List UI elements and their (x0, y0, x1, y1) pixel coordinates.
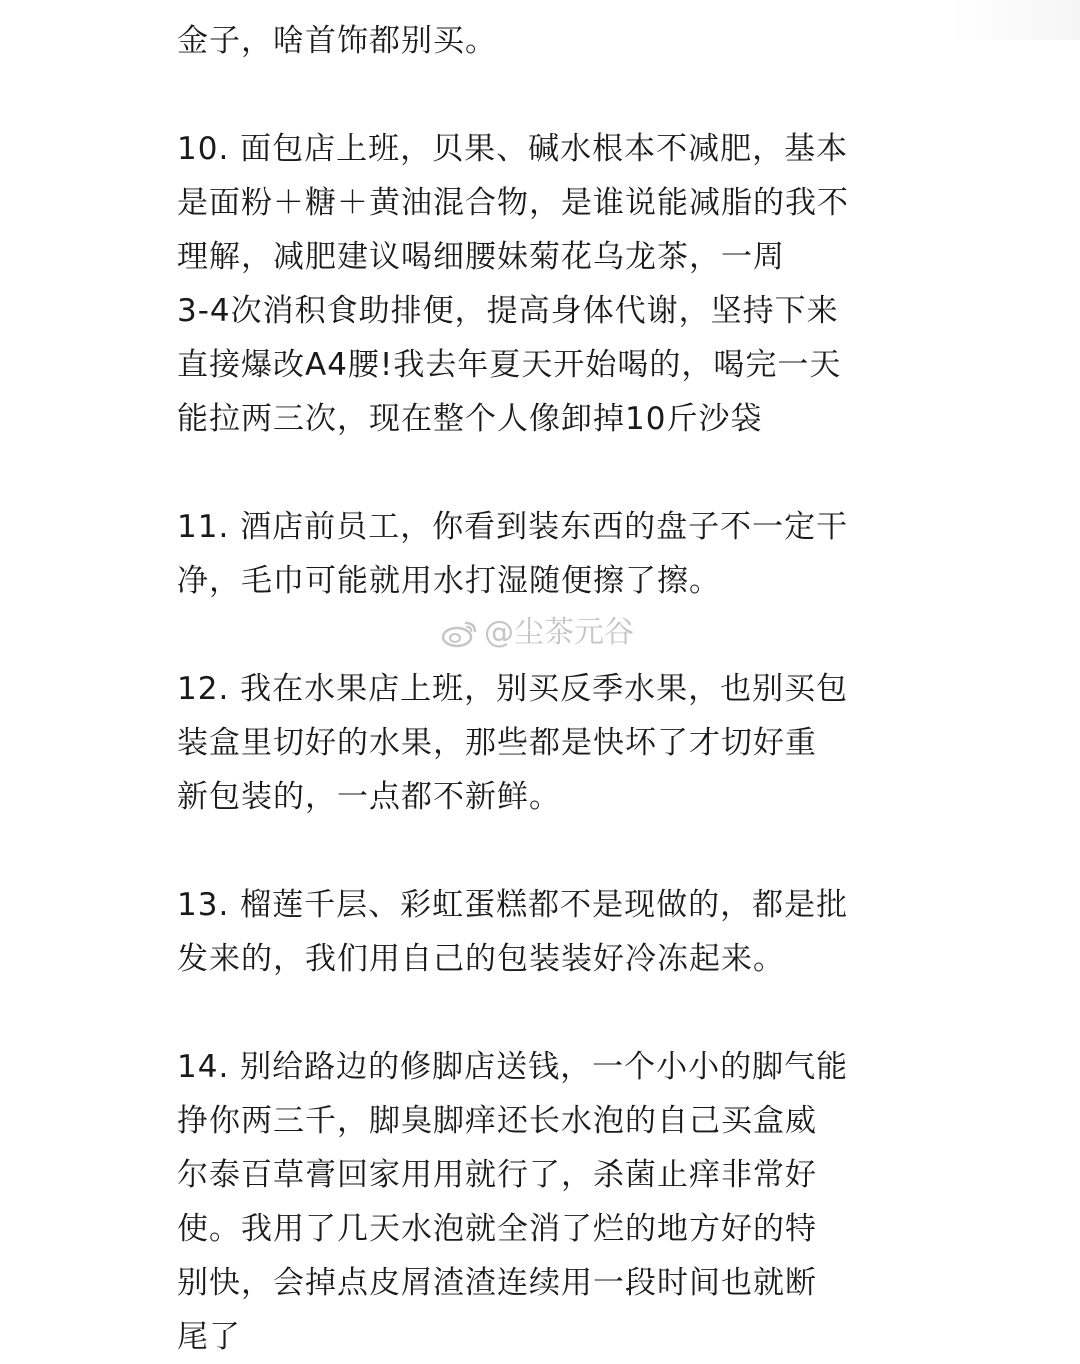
article-body (177, 14, 917, 1364)
paragraph-item-12: 12. 我在水果店上班，别买反季水果，也别买包 装盒里切好的水果，那些都是快坏了才切好重 新包装的，一点都不新鲜。 (177, 671, 849, 815)
watermark-text: @尘茶元谷 (484, 615, 634, 650)
paragraph-item-14: 14. 别给路边的修脚店送钱，一个小小的脚气能 挣你两三千，脚臭脚痒还长水泡的自己买盒威 尔泰百草膏回家用用就行了，杀菌止痒非常好 使。我用了几天水泡就全消了烂的地方好的特 别快，会掉点皮屑渣渣连续用一段时间也就断 尾了 (177, 1049, 849, 1355)
paragraph-intro-tail: 金子，啥首饰都别买。 (177, 23, 497, 59)
paragraph-item-10: 10. 面包店上班，贝果、碱水根本不减肥，基本 是面粉＋糖＋黄油混合物，是谁说能减脂的我不 理解，减肥建议喝细腰妹菊花乌龙茶，一周 3-4次消积食助排便，提高身体代谢，坚持下来 直接爆改A4腰!我去年夏天开始喝的，喝完一天 能拉两三次，现在整个人像卸掉10斤沙袋 (177, 131, 849, 437)
paragraph-item-13: 13. 榴莲千层、彩虹蛋糕都不是现做的，都是批 发来的，我们用自己的包装装好冷冻起来。 (177, 887, 849, 977)
paragraph-item-11: 11. 酒店前员工，你看到装东西的盘子不一定干 净，毛巾可能就用水打湿随便擦了擦。 (177, 509, 849, 599)
corner-shadow (950, 0, 1080, 40)
